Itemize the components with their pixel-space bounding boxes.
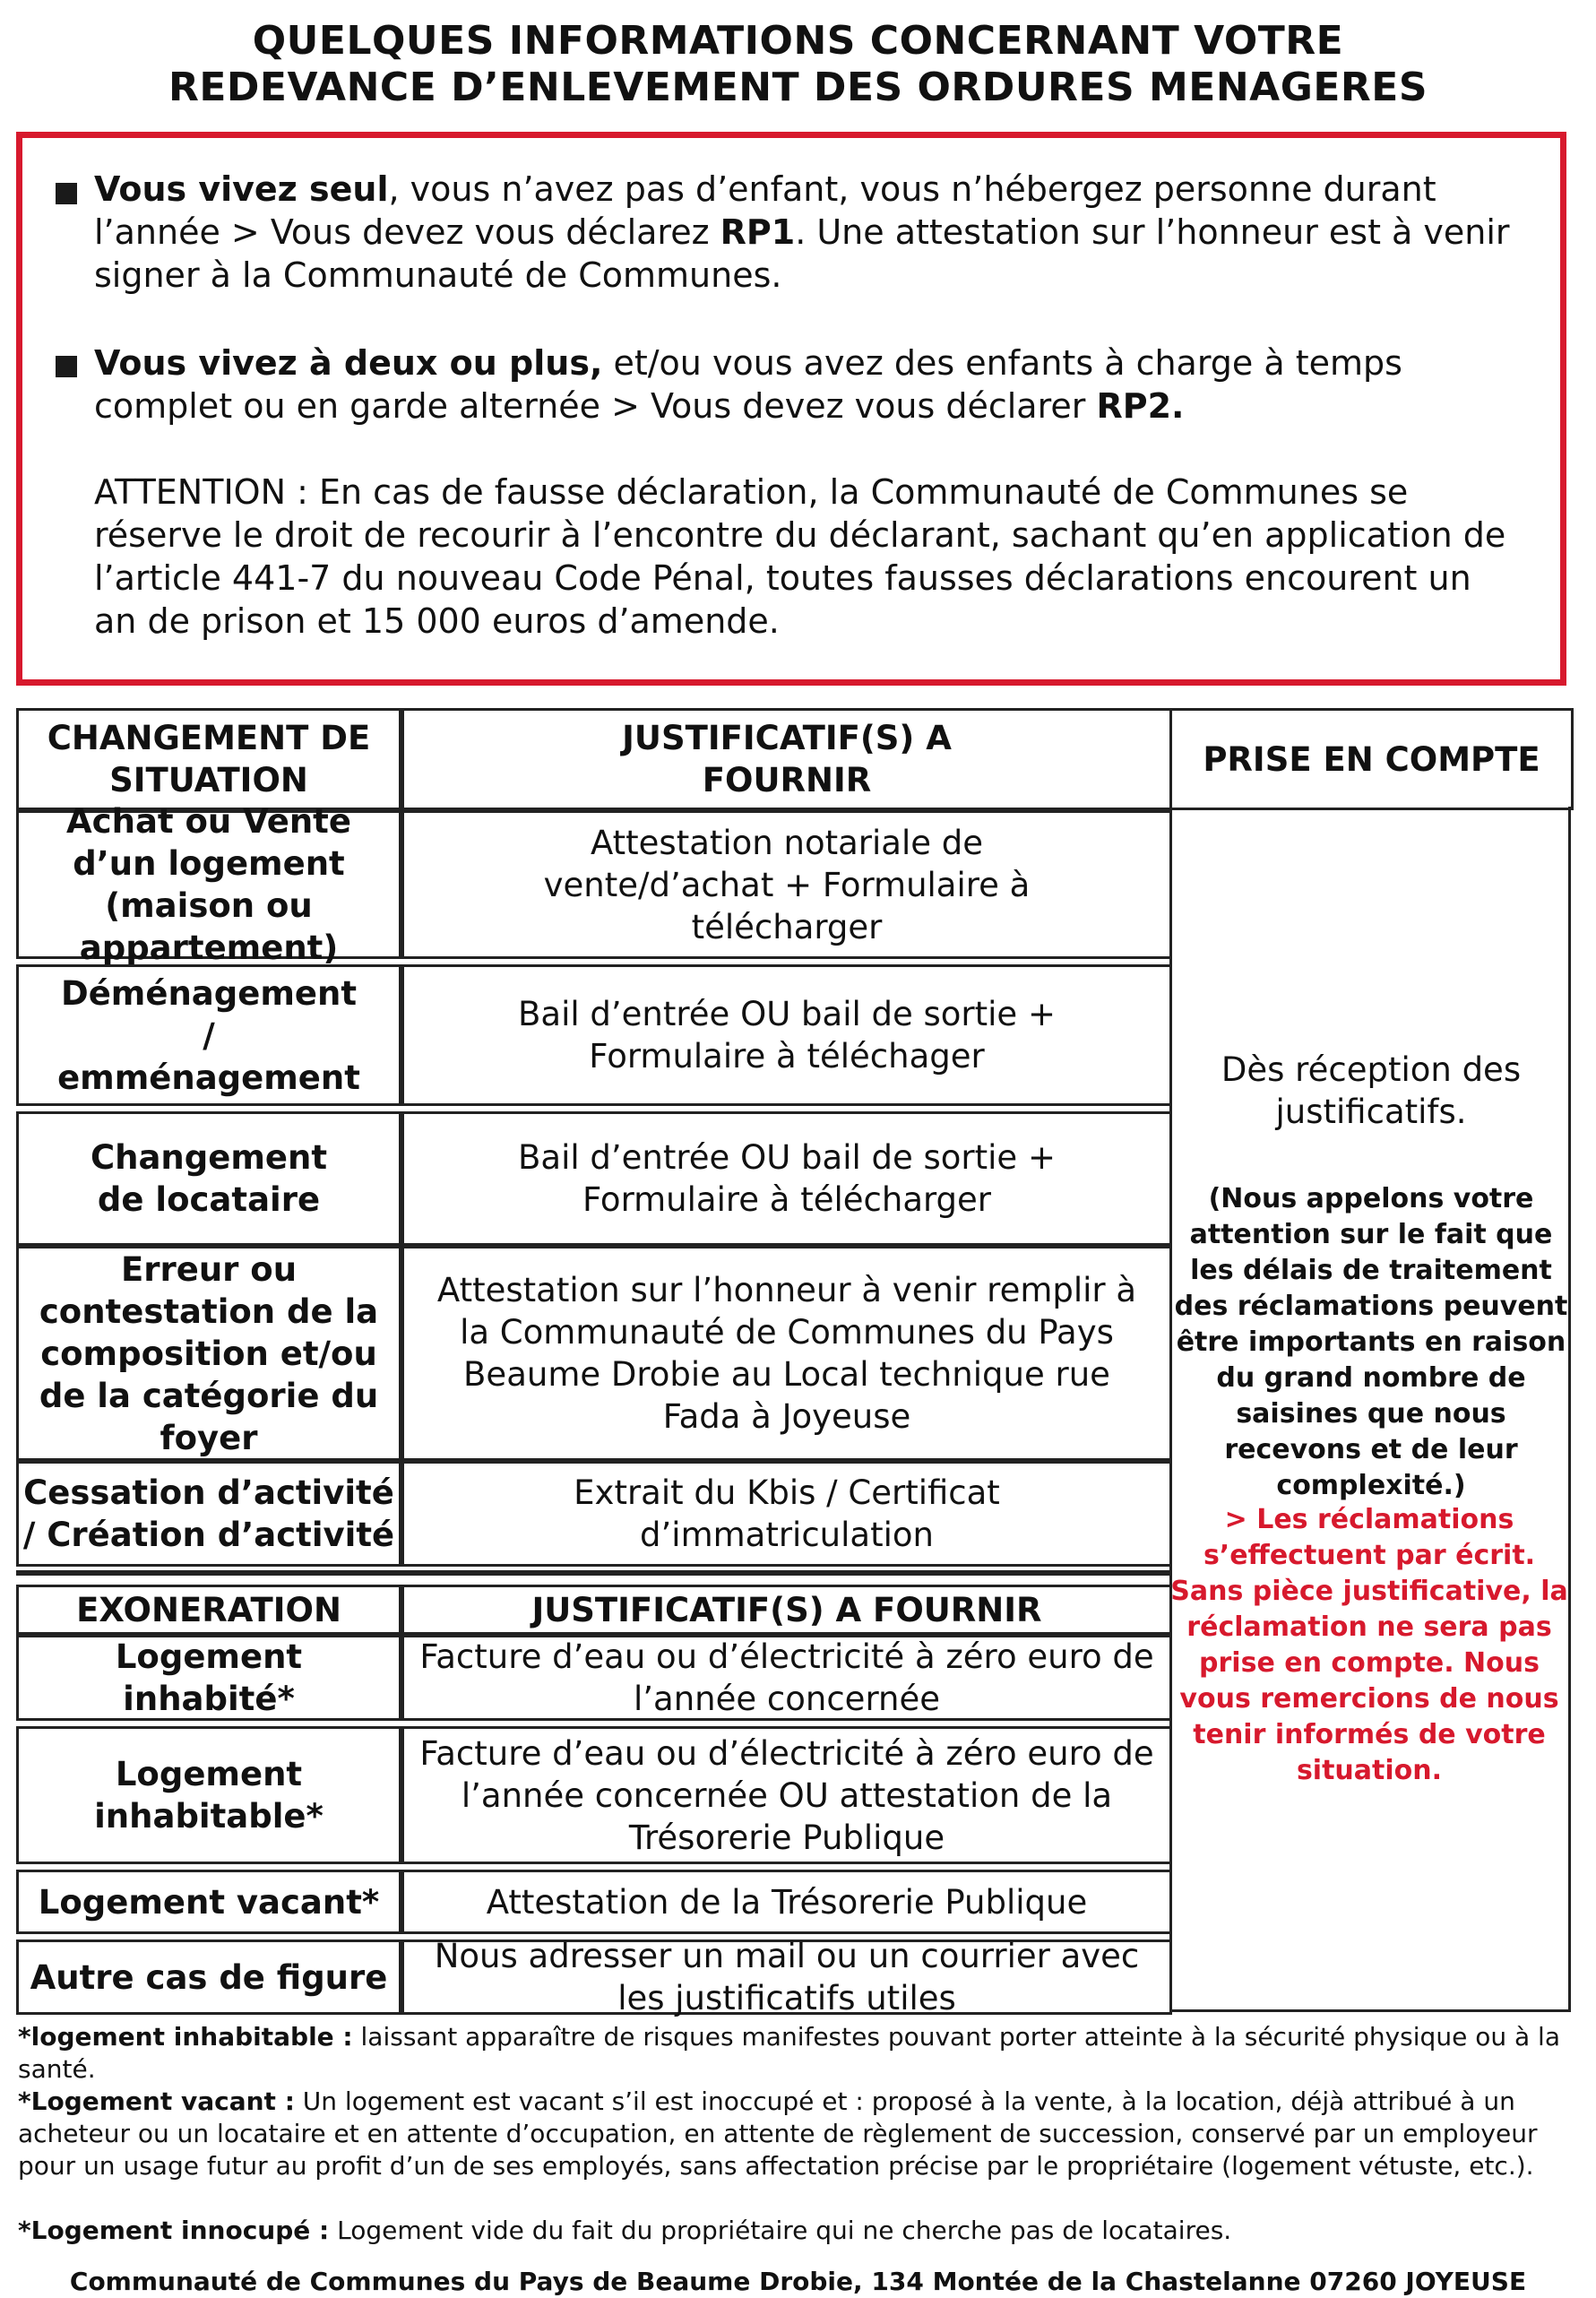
exo-justif-label: Facture d’eau ou d’électricité à zéro euro de l’année concernée [419, 1637, 1154, 1718]
row-justif-label: Attestation notariale de vente/d’achat + Formulaire à télécharger [543, 823, 1031, 946]
footnote-vacant [18, 2086, 1568, 2182]
footnote-vacant-text: Un logement est vacant s’il est inoccupé et : proposé à la vente, à la location, déjà attribué à un acheteur ou un locataire et en attente d’occupation, en attente de règlement de succession, conservé par un employeur pour un usage futur au profit d’un de ses employés, sans affectation précise par le propriétaire (logement vétuste, etc.). [18, 2086, 1538, 2181]
row-situation-label: Déménagement / emménagement [57, 973, 360, 1097]
header-exoneration-label: EXONERATION [76, 1590, 341, 1629]
footnote-vacant-label: *Logement vacant : [18, 2086, 295, 2116]
info-p1-text1: , vous n’avez pas d’enfant, vous n’hébergez personne durant l’année > Vous devez vous déclarez [94, 169, 1436, 252]
info-p1-code: RP1 [720, 212, 796, 252]
row-situation [16, 1461, 401, 1567]
row-situation-label: Erreur ou contestation de la composition et/ou de la catégorie du foyer [39, 1249, 379, 1457]
row-justif-label: Bail d’entrée OU bail de sortie + Formulaire à télécharger [518, 1138, 1056, 1219]
exo-situation-label: Logement inhabité* [115, 1637, 303, 1718]
row-situation [16, 1246, 401, 1461]
footnote-inoccupe [18, 2215, 1568, 2247]
footnote-inoccupe-text: Logement vide du fait du propriétaire qui ne cherche pas de locataires. [329, 2216, 1232, 2245]
row-justif-label: Bail d’entrée OU bail de sortie + Formulaire à téléchager [518, 995, 1056, 1076]
row-justif [401, 1246, 1172, 1461]
header-changement [16, 708, 401, 810]
row-situation [16, 964, 401, 1106]
info-p2-text1: et/ou vous avez des enfants à charge à temps complet ou en garde alternée > Vous devez vous déclarer [94, 343, 1402, 426]
exo-justif-label: Attestation de la Trésorerie Publique [486, 1882, 1088, 1922]
footnote-inhabitable-label: *logement inhabitable : [18, 2022, 353, 2052]
row-justif-label: Extrait du Kbis / Certificat d’immatriculation [574, 1473, 1000, 1554]
row-situation-label: Achat ou Vente d’un logement (maison ou appartement) [66, 802, 351, 967]
exo-row-justif [401, 1870, 1172, 1934]
exo-situation-label: Autre cas de figure [30, 1957, 388, 1997]
footnote-inhabitable-text: laissant apparaître de risques manifestes pouvant porter atteinte à la sécurité physique ou à la santé. [18, 2022, 1560, 2084]
header-prise-label: PRISE EN COMPTE [1203, 739, 1540, 779]
page-title-line2: REDEVANCE D’ENLEVEMENT DES ORDURES MENAGERES [168, 65, 1428, 110]
header-changement-label: CHANGEMENT DE SITUATION [47, 719, 371, 799]
row-justif [401, 1111, 1172, 1246]
exo-row-situation [16, 1870, 401, 1934]
row-justif [401, 964, 1172, 1106]
row-situation [16, 1111, 401, 1246]
info-p2-code: RP2. [1096, 386, 1185, 426]
footnote-inhabitable [18, 2021, 1568, 2086]
info-p1-bold: Vous vivez seul [94, 169, 389, 209]
attention-paragraph: ATTENTION : En cas de fausse déclaration, la Communauté de Communes se réserve le droit de recourir à l’encontre du déclarant, sachant qu’en application de l’article 441-7 du nouveau Code Pénal, toutes fausses déclarations encourent un an de prison et 15 000 euros d’amende. [94, 472, 1506, 641]
exo-situation-label: Logement inhabitable* [94, 1755, 324, 1836]
exo-row-justif [401, 1726, 1172, 1864]
row-situation-label: Cessation d’activité / Création d’activité [22, 1473, 395, 1554]
address-footer: Communauté de Communes du Pays de Beaume Drobie, 134 Montée de la Chastelanne 07260 JOYEUSE [69, 2267, 1527, 2296]
exo-justif-label: Facture d’eau ou d’électricité à zéro euro de l’année concernée OU attestation de la Trésorerie Publique [419, 1733, 1154, 1857]
info-paragraph-rp2 [94, 341, 1510, 428]
exo-situation-label: Logement vacant* [38, 1882, 380, 1922]
header-justificatifs [401, 708, 1172, 810]
header-justificatifs-label: JUSTIFICATIF(S) A FOURNIR [622, 719, 952, 799]
info-paragraph-rp1 [94, 168, 1510, 297]
prise-note-text: (Nous appelons votre attention sur le fait que les délais de traitement des réclamations peuvent être importants en raison du grand nombre de saisines que nous recevons et de leur complexité.) [1174, 1183, 1568, 1501]
page-title-line1: QUELQUES INFORMATIONS CONCERNANT VOTRE [252, 18, 1344, 64]
exo-row-justif [401, 1635, 1172, 1721]
row-justif [401, 810, 1172, 959]
prise-red-notice: > Les réclamations s’effectuent par écrit. Sans pièce justificative, la réclamation ne sera pas prise en compte. Nous vous remercions de nous tenir informés de votre situation. [1170, 1504, 1568, 1786]
exo-row-justif [401, 1939, 1172, 2015]
prise-main-text: Dès réception des justificatifs. [1221, 1050, 1522, 1131]
footnote-inoccupe-label: *Logement innocupé : [18, 2216, 330, 2245]
row-justif [401, 1461, 1172, 1567]
exo-row-situation [16, 1939, 401, 2015]
row-situation [16, 802, 401, 967]
bullet-square-icon [56, 356, 77, 377]
exo-row-situation [16, 1726, 401, 1864]
header-exoneration [16, 1585, 401, 1635]
header-exo-justificatifs [401, 1585, 1172, 1635]
exo-justif-label: Nous adresser un mail ou un courrier avec les justificatifs utiles [434, 1937, 1140, 2017]
section-divider [16, 1570, 1172, 1576]
row-situation-label: Changement de locataire [90, 1138, 328, 1219]
header-exo-justif-label: JUSTIFICATIF(S) A FOURNIR [531, 1590, 1042, 1629]
bullet-square-icon [56, 183, 77, 204]
info-p2-bold: Vous vivez à deux ou plus, [94, 343, 603, 383]
exo-row-situation [16, 1635, 401, 1721]
info-p1-text2: . Une attestation sur l’honneur est à venir signer à la Communauté de Communes. [94, 212, 1510, 295]
header-prise-en-compte [1169, 708, 1574, 810]
row-justif-label: Attestation sur l’honneur à venir remplir à la Communauté de Communes du Pays Beaume Drobie au Local technique rue Fada à Joyeuse [436, 1271, 1137, 1436]
